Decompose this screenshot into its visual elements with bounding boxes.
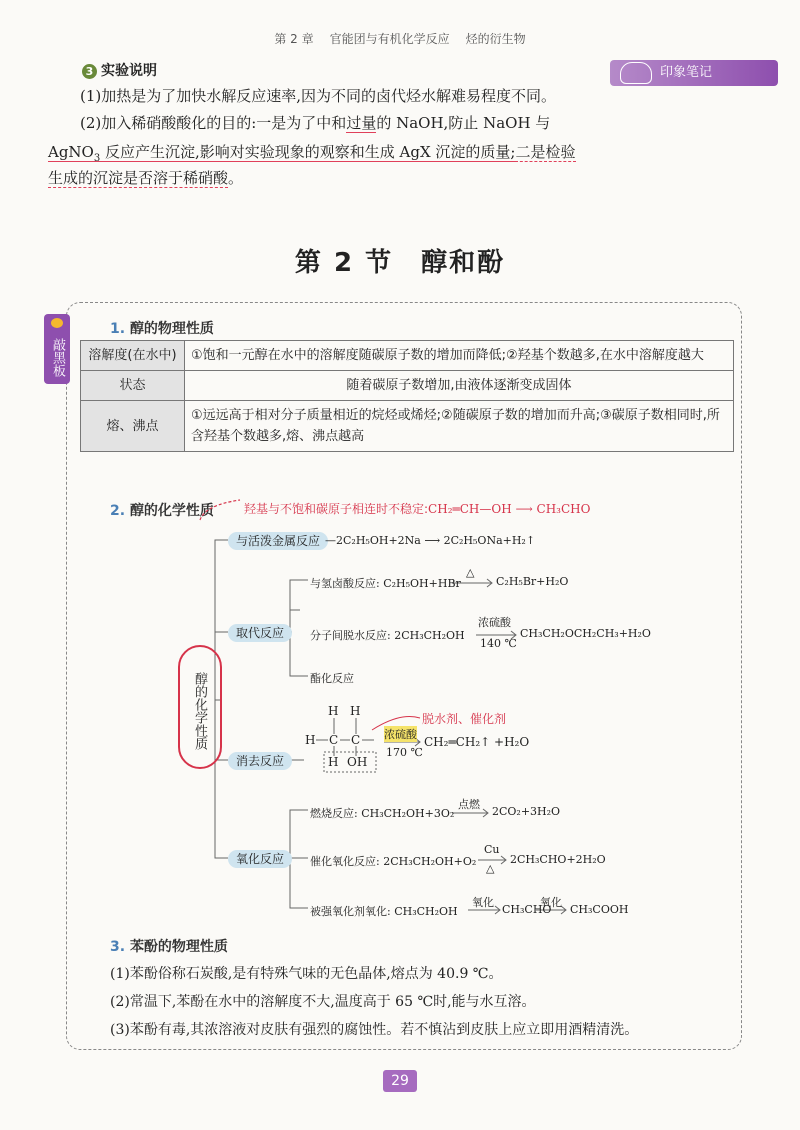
notes-tag-label: 印象笔记 (660, 65, 713, 80)
header-topic1: 官能团与有机化学反应 (329, 32, 450, 46)
struct-c-2: C (351, 733, 361, 747)
elim-handwritten: 脱水剂、催化剂 (422, 712, 507, 726)
s1-num: 1. (110, 321, 126, 337)
phenol-p3: (3)苯酚有毒,其浓溶液对皮肤有强烈的腐蚀性。若不慎沾到皮肤上应立即用酒精清洗。 (110, 1022, 639, 1038)
elim-cond-bot: 170 ℃ (386, 746, 423, 759)
sub-reaction-2-cond-bot: 140 ℃ (480, 637, 517, 650)
row-value: 随着碳原子数增加,由液体逐渐变成固体 (185, 371, 734, 401)
s1-title: 醇的物理性质 (129, 321, 214, 337)
sub-reaction-2: 分子间脱水反应: 2CH₃CH₂OH (310, 629, 465, 642)
metal-reaction-pill: 与活泼金属反应 (228, 532, 328, 550)
ox-reaction-2: 催化氧化反应: 2CH₃CH₂OH+O₂ (310, 855, 477, 868)
p2-text-a: (2)加入稀硝酸酸化的目的:一是为了中和 (80, 114, 347, 132)
elim-product: CH₂═CH₂↑ +H₂O (424, 735, 530, 749)
s3-title: 苯酚的物理性质 (129, 939, 228, 955)
section-label: 第 2 节 (294, 248, 394, 278)
s2-num: 2. (110, 503, 126, 519)
agno3-subscript: 3 (93, 153, 101, 164)
hand-note-equation: CH₂═CH—OH ⟶ CH₃CHO (428, 502, 591, 516)
sub-reaction-1-cond: △ (466, 566, 475, 579)
ox-reaction-3: 被强氧化剂氧化: CH₃CH₂OH (310, 905, 458, 918)
p2-underline-second: 二是检验 (515, 143, 576, 161)
substitution-pill: 取代反应 (228, 624, 292, 642)
hand-note-text: 羟基与不饱和碳原子相连时不稳定: (244, 502, 429, 516)
sub-reaction-1-prod: C₂H₅Br+H₂O (496, 575, 569, 588)
sub-reaction-2-cond-top: 浓硫酸 (478, 616, 511, 629)
struct-h-bottom: H (328, 755, 339, 769)
heading-number-badge: 3 (82, 64, 97, 79)
experiment-paragraph-1: (1)加热是为了加快水解反应速率,因为不同的卤代烃水解难易程度不同。 (80, 87, 557, 105)
ox-reaction-3-mid: CH₃CHO (502, 903, 552, 916)
struct-c-1: C (329, 733, 339, 747)
p2-text-f: 反应产生沉淀,影响对实验现象的观察和生成 AgX 沉淀的质量; (100, 143, 516, 161)
phenol-p2: (2)常温下,苯酚在水中的溶解度不大,温度高于 65 ℃时,能与水互溶。 (110, 994, 536, 1010)
row-key: 溶解度(在水中) (81, 341, 185, 371)
ox-reaction-2-prod: 2CH₃CHO+2H₂O (510, 853, 606, 866)
alcohol-chem-center: 醇的化学性质 (178, 645, 222, 769)
page-number: 29 (383, 1070, 417, 1092)
ox-reaction-3-cond-1: 氧化 (472, 896, 494, 909)
sub-reaction-3: 酯化反应 (310, 672, 354, 685)
p2-underline-check: 生成的沉淀是否溶于稀硝酸 (48, 169, 229, 187)
struct-h-top-1: H (328, 704, 339, 718)
oxidation-pill: 氧化反应 (228, 850, 292, 868)
struct-oh: OH (347, 755, 368, 769)
struct-h-left: H (305, 733, 316, 747)
agno3-formula: AgNO (48, 143, 94, 161)
ox-reaction-1-prod: 2CO₂+3H₂O (492, 805, 561, 818)
p2-end-punct: 。 (228, 169, 244, 187)
s2-title: 醇的化学性质 (129, 503, 214, 519)
phenol-p1: (1)苯酚俗称石炭酸,是有特殊气味的无色晶体,熔点为 40.9 ℃。 (110, 966, 503, 982)
elimination-pill: 消去反应 (228, 752, 292, 770)
ox-reaction-3-cond-2: 氧化 (540, 896, 562, 909)
p2-text-c: 的 NaOH,防止 NaOH 与 (376, 114, 551, 132)
ox-reaction-3-prod: CH₃COOH (570, 903, 629, 916)
elim-cond-top: 浓硫酸 (384, 728, 417, 741)
ox-reaction-1: 燃烧反应: CH₃CH₂OH+3O₂ (310, 807, 455, 820)
sub-reaction-2-prod: CH₃CH₂OCH₂CH₃+H₂O (520, 627, 651, 640)
header-topic2: 烃的衍生物 (465, 32, 526, 46)
experiment-heading-text: 实验说明 (101, 63, 157, 79)
ox-reaction-2-cond-bot: △ (486, 862, 495, 875)
section-name: 醇和酚 (421, 248, 506, 278)
sub-reaction-1: 与氢卤酸反应: C₂H₅OH+HBr (310, 577, 461, 590)
row-key: 熔、沸点 (81, 401, 185, 452)
s3-num: 3. (110, 939, 126, 955)
side-tab-label: 敲黑板 (50, 337, 65, 377)
ox-reaction-1-cond: 点燃 (458, 798, 480, 811)
row-value: ①饱和一元醇在水中的溶解度随碳原子数的增加而降低;②羟基个数越多,在水中溶解度越大 (185, 341, 734, 371)
ox-reaction-2-cond-top: Cu (484, 843, 500, 856)
row-key: 状态 (81, 371, 185, 401)
metal-reaction-eq: —2C₂H₅OH+2Na ⟶ 2C₂H₅ONa+H₂↑ (325, 534, 536, 547)
row-value: ①远远高于相对分子质量相近的烷烃或烯烃;②随碳原子数的增加而升高;③碳原子数相同时,所含羟基个数越多,熔、沸点越高 (185, 401, 734, 452)
p2-underline-excess: 过量 (346, 114, 377, 132)
s3-heading (110, 936, 228, 956)
struct-h-top-2: H (350, 704, 361, 718)
header-chapter: 第 2 章 (274, 32, 314, 46)
